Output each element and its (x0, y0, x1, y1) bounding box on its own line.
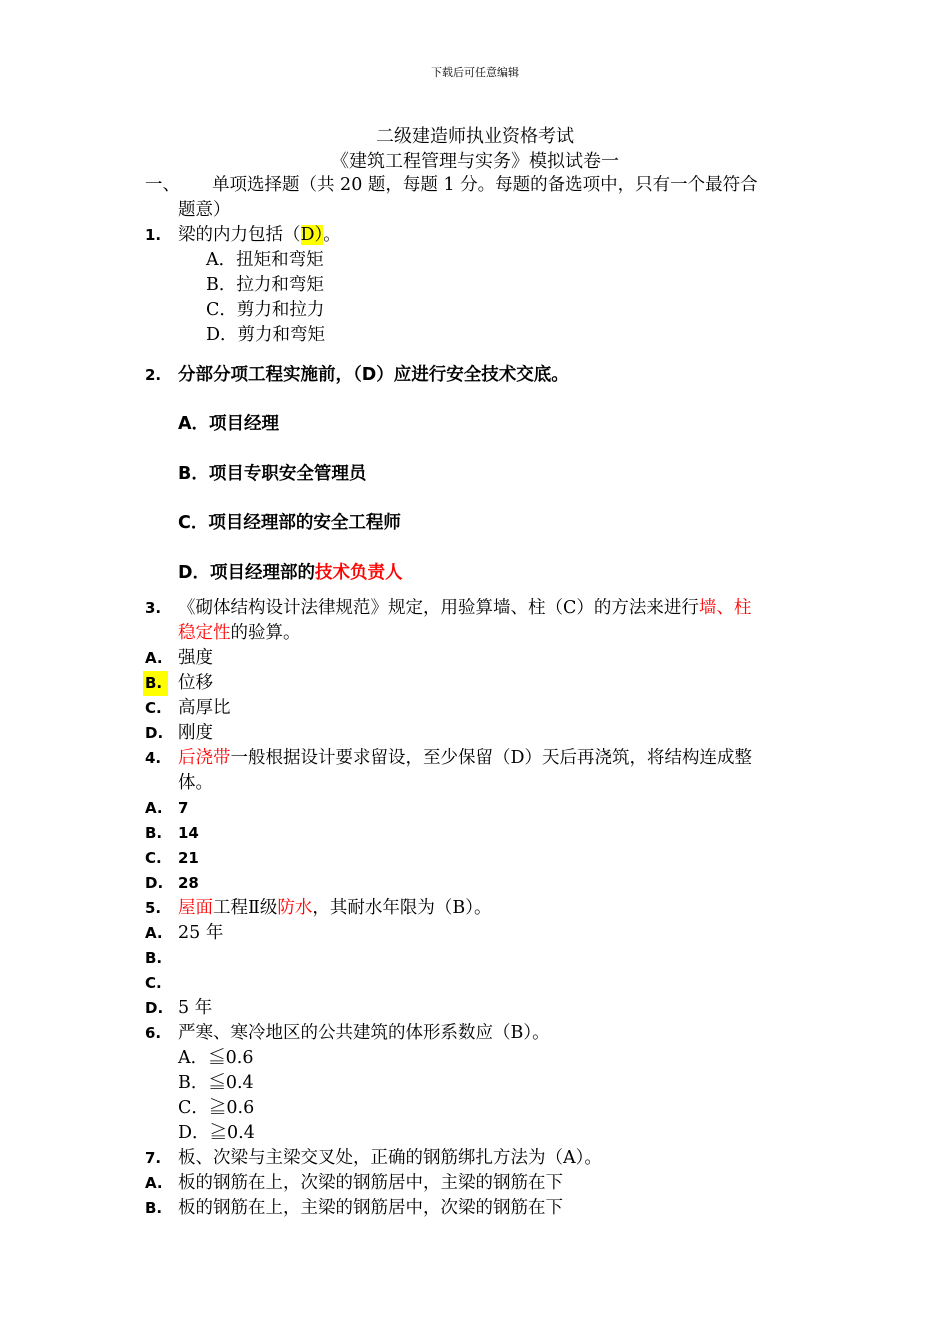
option-text: 强度 (178, 648, 213, 668)
question-4-stem-line2: 体。 (178, 773, 213, 793)
question-3-stem-line2 (178, 621, 301, 646)
option-text: 板的钢筋在上，次梁的钢筋居中，主梁的钢筋在下 (178, 1173, 563, 1193)
option-text: 21 (178, 849, 199, 867)
question-number: 6. (145, 1024, 162, 1042)
question-number: 3. (145, 599, 162, 617)
option-text: 板的钢筋在上，主梁的钢筋居中，次梁的钢筋在下 (178, 1198, 563, 1218)
option: C．≧0.6 (178, 1098, 255, 1118)
stem-text: 梁的内力包括（ (178, 225, 301, 245)
option: C．剪力和拉力 (206, 300, 325, 320)
option: A．≦0.6 (178, 1048, 254, 1068)
emphasis-text: 后浇带 (178, 748, 231, 768)
question-number: 4. (145, 749, 162, 767)
question-6-stem: 严寒、寒冷地区的公共建筑的体形系数应（B）。 (178, 1023, 550, 1043)
emphasis-text: 技术负责人 (315, 563, 403, 583)
option-letter: D. (145, 874, 164, 892)
option: B．拉力和弯矩 (206, 275, 324, 295)
stem-text: 工程Ⅱ级 (213, 898, 278, 918)
question-number: 2. (145, 366, 162, 384)
highlighted-option-letter: B. (143, 671, 168, 696)
option-letter: C. (145, 849, 162, 867)
highlighted-answer: D） (300, 225, 324, 245)
option-letter: B. (145, 949, 163, 967)
stem-text: 。 (323, 225, 341, 245)
option (178, 561, 403, 586)
option: B．≦0.4 (178, 1073, 254, 1093)
option: C．项目经理部的安全工程师 (178, 513, 401, 533)
question-5-stem (178, 896, 492, 921)
question-1-stem (178, 223, 341, 248)
option: A．项目经理 (178, 414, 280, 434)
option-text: 25 年 (178, 923, 224, 943)
option: B．项目专职安全管理员 (178, 464, 367, 484)
option-letter: B. (145, 824, 163, 842)
emphasis-text: 稳定性 (178, 623, 231, 643)
question-number: 7. (145, 1149, 162, 1167)
stem-text: ，其耐水年限为（B）。 (312, 898, 492, 918)
question-4-stem-line1 (178, 746, 752, 771)
option: D．≧0.4 (178, 1123, 255, 1143)
section-heading-line1: 单项选择题（共 20 题，每题 1 分。每题的备选项中，只有一个最符合 (212, 175, 758, 195)
option: D．剪力和弯矩 (206, 325, 326, 345)
question-number: 5. (145, 899, 162, 917)
option-text: 位移 (178, 673, 213, 693)
option-letter: A. (145, 799, 163, 817)
option-text: D．项目经理部的 (178, 563, 316, 583)
section-number: 一、 (145, 175, 180, 195)
option-letter: A. (145, 924, 163, 942)
option-letter: C. (145, 699, 162, 717)
question-2-stem: 分部分项工程实施前，（D）应进行安全技术交底。 (178, 365, 569, 385)
stem-text: 一般根据设计要求留设，至少保留（D）天后再浇筑，将结构连成整 (230, 748, 753, 768)
question-number: 1. (145, 226, 162, 244)
option-text: 28 (178, 874, 199, 892)
exam-title: 二级建造师执业资格考试 (376, 126, 574, 147)
emphasis-text: 防水 (277, 898, 313, 918)
option-letter: C. (145, 974, 162, 992)
option-letter: D. (145, 999, 164, 1017)
paper-title: 《建筑工程管理与实务》模拟试卷一 (331, 151, 619, 172)
option-letter: D. (145, 724, 164, 742)
emphasis-text: 墙、柱 (698, 598, 752, 618)
emphasis-text: 屋面 (178, 898, 213, 918)
option-letter: A. (145, 649, 163, 667)
option-text: 7 (178, 799, 189, 817)
stem-text: 的验算。 (230, 623, 301, 643)
question-3-stem-line1 (178, 596, 751, 621)
option-letter: A. (145, 1174, 163, 1192)
option-text: 14 (178, 824, 199, 842)
stem-text: 《砌体结构设计法律规范》规定，用验算墙、柱（C）的方法来进行 (178, 598, 699, 618)
question-7-stem: 板、次梁与主梁交叉处，正确的钢筋绑扎方法为（A）。 (178, 1148, 602, 1168)
page-header: 下载后可任意编辑 (431, 66, 519, 79)
option-letter: B. (145, 1199, 163, 1217)
option-text: 刚度 (178, 723, 213, 743)
option: A．扭矩和弯矩 (206, 250, 324, 270)
option-text: 5 年 (178, 998, 213, 1018)
option-text: 高厚比 (178, 698, 231, 718)
section-heading-line2: 题意） (178, 200, 231, 220)
